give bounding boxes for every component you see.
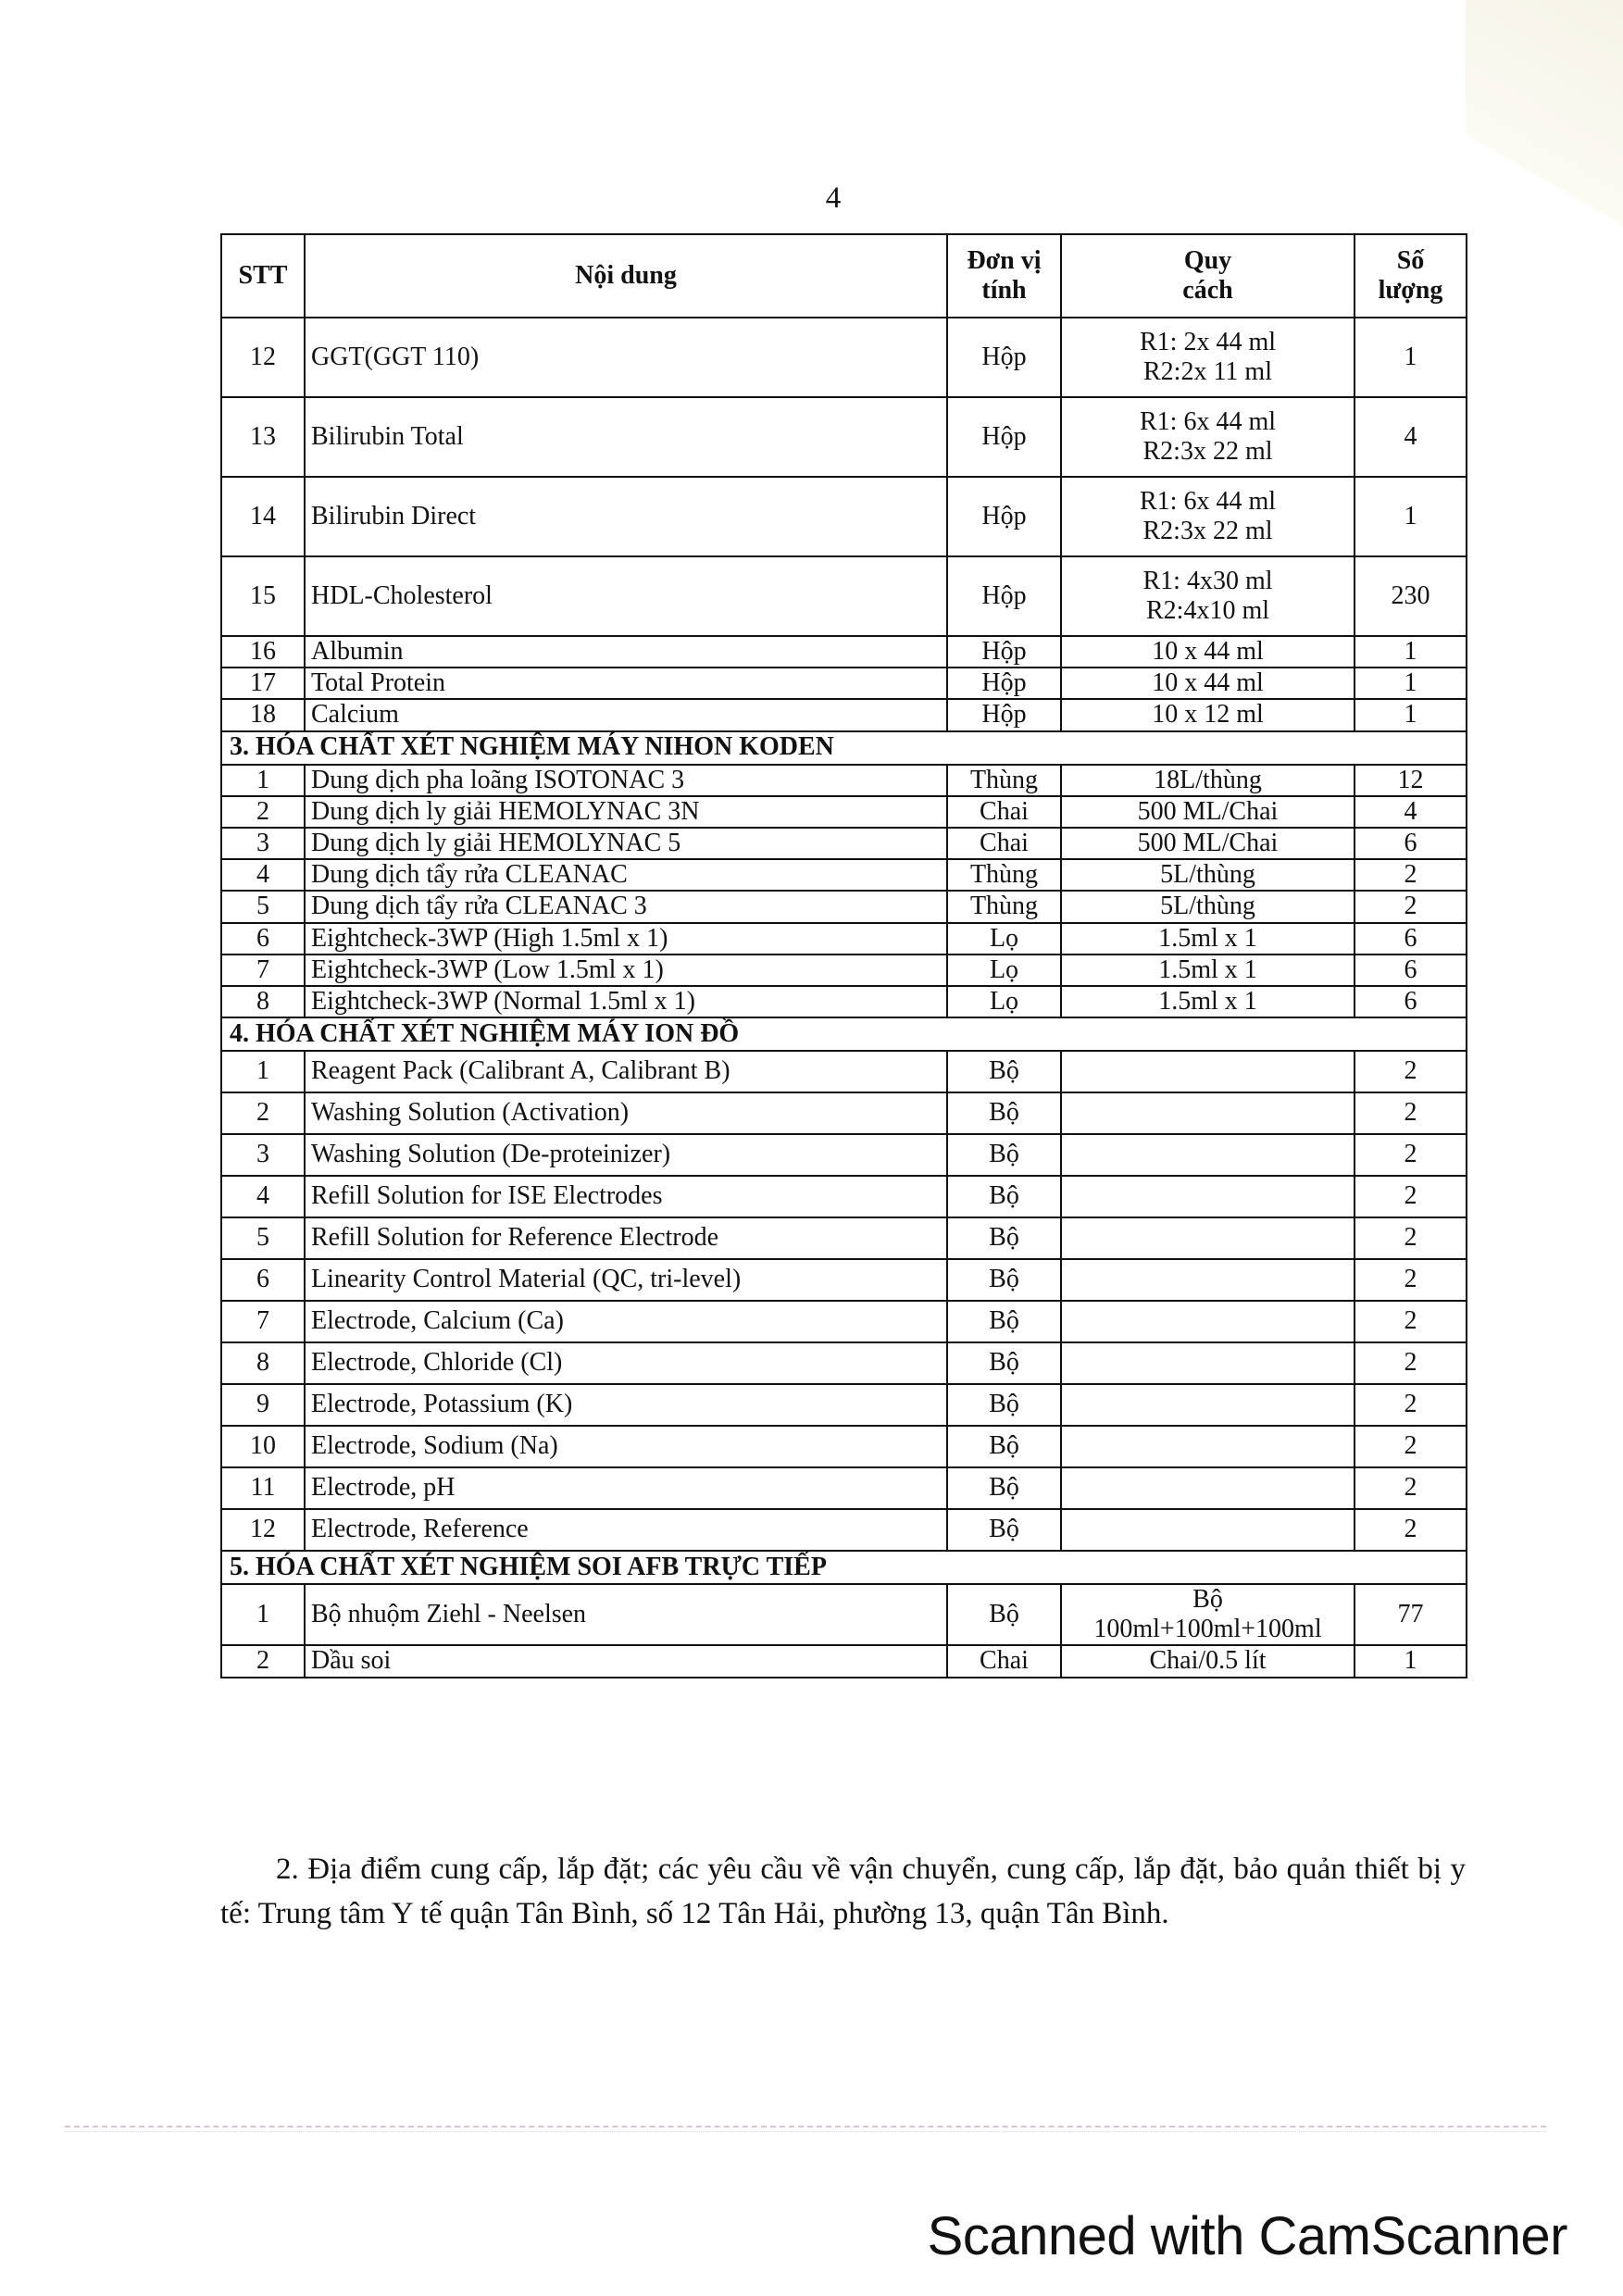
cell-name: Eightcheck-3WP (High 1.5ml x 1) <box>305 923 947 955</box>
page-number: 4 <box>825 181 842 215</box>
table-row <box>221 1259 1467 1301</box>
table-row <box>221 1176 1467 1217</box>
cell-spec: 10 x 44 ml <box>1061 636 1355 668</box>
cell-qty: 1 <box>1355 1645 1467 1677</box>
cell-name: Electrode, Potassium (K) <box>305 1384 947 1426</box>
cell-name: Bộ nhuộm Ziehl - Neelsen <box>305 1584 947 1645</box>
cell-qty: 1 <box>1355 699 1467 730</box>
cell-qty: 77 <box>1355 1584 1467 1645</box>
cell-spec <box>1061 556 1355 636</box>
cell-name: Bilirubin Total <box>305 397 947 477</box>
cell-spec <box>1061 1467 1355 1509</box>
cell-stt: 4 <box>221 859 305 891</box>
spec-r2: R2:3x 22 ml <box>1142 437 1273 466</box>
cell-stt: 15 <box>221 556 305 636</box>
cell-qty: 230 <box>1355 556 1467 636</box>
delivery-location-paragraph <box>220 1847 1466 1936</box>
scan-artifact-line <box>65 2126 1546 2132</box>
cell-name: Dung dịch pha loãng ISOTONAC 3 <box>305 765 947 796</box>
cell-spec: 18L/thùng <box>1061 765 1355 796</box>
cell-spec: 1.5ml x 1 <box>1061 986 1355 1017</box>
cell-spec <box>1061 1301 1355 1342</box>
cell-name: Refill Solution for ISE Electrodes <box>305 1176 947 1217</box>
cell-spec: 1.5ml x 1 <box>1061 955 1355 986</box>
cell-unit: Hộp <box>947 699 1061 730</box>
cell-spec: 10 x 44 ml <box>1061 668 1355 699</box>
cell-stt: 2 <box>221 796 305 828</box>
cell-stt: 3 <box>221 828 305 859</box>
cell-spec <box>1061 1342 1355 1384</box>
cell-unit: Hộp <box>947 556 1061 636</box>
supply-table <box>220 233 1467 1678</box>
cell-name: Calcium <box>305 699 947 730</box>
cell-spec <box>1061 318 1355 397</box>
cell-stt: 18 <box>221 699 305 730</box>
cell-stt: 8 <box>221 1342 305 1384</box>
cell-qty: 1 <box>1355 636 1467 668</box>
cell-name: Electrode, Chloride (Cl) <box>305 1342 947 1384</box>
cell-unit: Hộp <box>947 636 1061 668</box>
section-header-row <box>221 1551 1467 1584</box>
section-header-row <box>221 1017 1467 1051</box>
cell-name: Washing Solution (De-proteinizer) <box>305 1134 947 1176</box>
cell-stt: 1 <box>221 1051 305 1092</box>
cell-spec: 5L/thùng <box>1061 859 1355 891</box>
cell-unit: Lọ <box>947 955 1061 986</box>
table-row <box>221 1384 1467 1426</box>
cell-name: Electrode, Reference <box>305 1509 947 1551</box>
table-row <box>221 1134 1467 1176</box>
cell-name: Electrode, Sodium (Na) <box>305 1426 947 1467</box>
table-row <box>221 636 1467 668</box>
cell-qty: 1 <box>1355 318 1467 397</box>
cell-spec: 1.5ml x 1 <box>1061 923 1355 955</box>
cell-stt: 14 <box>221 477 305 556</box>
spec-r2: R2:4x10 ml <box>1145 596 1269 625</box>
cell-spec <box>1061 1176 1355 1217</box>
cell-qty: 6 <box>1355 923 1467 955</box>
cell-spec <box>1061 1584 1355 1645</box>
cell-stt: 6 <box>221 923 305 955</box>
cell-name: Washing Solution (Activation) <box>305 1092 947 1134</box>
cell-name: Electrode, Calcium (Ca) <box>305 1301 947 1342</box>
cell-unit: Bộ <box>947 1342 1061 1384</box>
cell-qty: 4 <box>1355 397 1467 477</box>
spec-r1: R1: 6x 44 ml <box>1139 406 1276 436</box>
cell-qty: 4 <box>1355 796 1467 828</box>
cell-qty: 2 <box>1355 1217 1467 1259</box>
cell-stt: 12 <box>221 318 305 397</box>
cell-stt: 3 <box>221 1134 305 1176</box>
cell-spec <box>1061 477 1355 556</box>
table-row <box>221 1301 1467 1342</box>
cell-unit: Hộp <box>947 668 1061 699</box>
cell-stt: 5 <box>221 1217 305 1259</box>
cell-stt: 1 <box>221 765 305 796</box>
cell-name: Bilirubin Direct <box>305 477 947 556</box>
cell-qty: 2 <box>1355 1384 1467 1426</box>
table-row <box>221 986 1467 1017</box>
cell-name: Reagent Pack (Calibrant A, Calibrant B) <box>305 1051 947 1092</box>
spec-r1: R1: 2x 44 ml <box>1139 327 1276 356</box>
cell-spec <box>1061 1092 1355 1134</box>
cell-name: Dung dịch tẩy rửa CLEANAC 3 <box>305 891 947 922</box>
cell-qty: 6 <box>1355 828 1467 859</box>
cell-name: GGT(GGT 110) <box>305 318 947 397</box>
table-row <box>221 1342 1467 1384</box>
cell-qty: 2 <box>1355 891 1467 922</box>
table-header-row <box>221 234 1467 318</box>
table-row <box>221 699 1467 730</box>
cell-unit: Bộ <box>947 1092 1061 1134</box>
cell-spec <box>1061 397 1355 477</box>
cell-stt: 10 <box>221 1426 305 1467</box>
cell-unit: Bộ <box>947 1051 1061 1092</box>
section-header-row <box>221 731 1467 765</box>
cell-name: Eightcheck-3WP (Normal 1.5ml x 1) <box>305 986 947 1017</box>
cell-unit: Hộp <box>947 397 1061 477</box>
cell-qty: 2 <box>1355 1259 1467 1301</box>
table-row <box>221 1467 1467 1509</box>
cell-stt: 2 <box>221 1645 305 1677</box>
cell-stt: 12 <box>221 1509 305 1551</box>
cell-stt: 2 <box>221 1092 305 1134</box>
cell-name: Dầu soi <box>305 1645 947 1677</box>
cell-qty: 2 <box>1355 1342 1467 1384</box>
cell-spec <box>1061 1134 1355 1176</box>
table-row <box>221 955 1467 986</box>
cell-qty: 12 <box>1355 765 1467 796</box>
cell-stt: 9 <box>221 1384 305 1426</box>
table-row <box>221 1426 1467 1467</box>
table-row <box>221 318 1467 397</box>
cell-stt: 7 <box>221 955 305 986</box>
section-3-title: 3. HÓA CHẤT XÉT NGHIỆM MÁY NIHON KODEN <box>221 731 1467 765</box>
cell-spec: 500 ML/Chai <box>1061 828 1355 859</box>
cell-spec <box>1061 1426 1355 1467</box>
cell-unit: Chai <box>947 1645 1061 1677</box>
table-row <box>221 1051 1467 1092</box>
cell-qty: 2 <box>1355 1509 1467 1551</box>
cell-qty: 2 <box>1355 1301 1467 1342</box>
cell-stt: 1 <box>221 1584 305 1645</box>
cell-spec: 10 x 12 ml <box>1061 699 1355 730</box>
cell-name: HDL-Cholesterol <box>305 556 947 636</box>
table-row <box>221 923 1467 955</box>
table-row <box>221 796 1467 828</box>
paragraph-text: 2. Địa điểm cung cấp, lắp đặt; các yêu cầu về vận chuyển, cung cấp, lắp đặt, bảo quản thiết bị y tế: Trung tâm Y tế quận Tân Bình, số 12 Tân Hải, phường 13, quận Tân Bình. <box>220 1853 1466 1930</box>
cell-stt: 8 <box>221 986 305 1017</box>
spec-r2: R2:3x 22 ml <box>1142 517 1273 545</box>
cell-unit: Hộp <box>947 477 1061 556</box>
cell-name: Dung dịch ly giải HEMOLYNAC 3N <box>305 796 947 828</box>
cell-qty: 6 <box>1355 955 1467 986</box>
table-row <box>221 477 1467 556</box>
table-row <box>221 1217 1467 1259</box>
cell-qty: 2 <box>1355 1176 1467 1217</box>
table-row <box>221 1092 1467 1134</box>
cell-stt: 13 <box>221 397 305 477</box>
cell-unit: Bộ <box>947 1509 1061 1551</box>
cell-stt: 11 <box>221 1467 305 1509</box>
cell-spec <box>1061 1509 1355 1551</box>
cell-name: Dung dịch ly giải HEMOLYNAC 5 <box>305 828 947 859</box>
cell-unit: Lọ <box>947 923 1061 955</box>
table-row <box>221 891 1467 922</box>
table-row <box>221 1645 1467 1677</box>
cell-qty: 2 <box>1355 1134 1467 1176</box>
scan-corner-shadow <box>1466 0 1623 315</box>
cell-unit: Bộ <box>947 1584 1061 1645</box>
table-row <box>221 828 1467 859</box>
cell-unit: Bộ <box>947 1134 1061 1176</box>
spec-line2: 100ml+100ml+100ml <box>1093 1615 1322 1644</box>
cell-qty: 1 <box>1355 668 1467 699</box>
header-unit <box>947 234 1061 318</box>
cell-unit: Thùng <box>947 891 1061 922</box>
header-spec <box>1061 234 1355 318</box>
cell-qty: 2 <box>1355 859 1467 891</box>
cell-unit: Chai <box>947 828 1061 859</box>
cell-spec <box>1061 1217 1355 1259</box>
cell-qty: 6 <box>1355 986 1467 1017</box>
table-row <box>221 556 1467 636</box>
cell-spec <box>1061 1051 1355 1092</box>
section-5-title: 5. HÓA CHẤT XÉT NGHIỆM SOI AFB TRỰC TIẾP <box>221 1551 1467 1584</box>
table-row <box>221 1584 1467 1645</box>
cell-stt: 16 <box>221 636 305 668</box>
cell-name: Eightcheck-3WP (Low 1.5ml x 1) <box>305 955 947 986</box>
cell-qty: 2 <box>1355 1426 1467 1467</box>
header-unit-line2: tính <box>981 276 1027 305</box>
section-4-title: 4. HÓA CHẤT XÉT NGHIỆM MÁY ION ĐỒ <box>221 1017 1467 1051</box>
cell-unit: Bộ <box>947 1259 1061 1301</box>
cell-qty: 2 <box>1355 1467 1467 1509</box>
cell-qty: 1 <box>1355 477 1467 556</box>
cell-unit: Thùng <box>947 859 1061 891</box>
cell-qty: 2 <box>1355 1051 1467 1092</box>
table-row <box>221 859 1467 891</box>
cell-unit: Bộ <box>947 1426 1061 1467</box>
cell-unit: Chai <box>947 796 1061 828</box>
cell-unit: Bộ <box>947 1176 1061 1217</box>
cell-name: Dung dịch tẩy rửa CLEANAC <box>305 859 947 891</box>
cell-stt: 5 <box>221 891 305 922</box>
table-row <box>221 397 1467 477</box>
cell-stt: 17 <box>221 668 305 699</box>
cell-name: Refill Solution for Reference Electrode <box>305 1217 947 1259</box>
cell-unit: Bộ <box>947 1467 1061 1509</box>
cell-spec: 5L/thùng <box>1061 891 1355 922</box>
cell-unit: Bộ <box>947 1217 1061 1259</box>
cell-spec <box>1061 1259 1355 1301</box>
header-qty <box>1355 234 1467 318</box>
cell-stt: 4 <box>221 1176 305 1217</box>
cell-unit: Bộ <box>947 1384 1061 1426</box>
table-row <box>221 1509 1467 1551</box>
cell-stt: 6 <box>221 1259 305 1301</box>
cell-unit: Thùng <box>947 765 1061 796</box>
spec-line1: Bộ <box>1192 1585 1223 1615</box>
spec-r1: R1: 6x 44 ml <box>1139 486 1276 516</box>
cell-spec: Chai/0.5 lít <box>1061 1645 1355 1677</box>
table-row <box>221 668 1467 699</box>
cell-name: Albumin <box>305 636 947 668</box>
cell-unit: Lọ <box>947 986 1061 1017</box>
cell-unit: Bộ <box>947 1301 1061 1342</box>
header-name: Nội dung <box>305 234 947 318</box>
header-spec-line2: cách <box>1182 276 1233 305</box>
header-unit-line1: Đơn vị <box>967 245 1042 275</box>
camscanner-watermark: Scanned with CamScanner <box>927 2206 1567 2266</box>
cell-spec: 500 ML/Chai <box>1061 796 1355 828</box>
table-row <box>221 765 1467 796</box>
cell-qty: 2 <box>1355 1092 1467 1134</box>
header-stt: STT <box>221 234 305 318</box>
spec-r1: R1: 4x30 ml <box>1142 566 1273 595</box>
cell-name: Electrode, pH <box>305 1467 947 1509</box>
cell-spec <box>1061 1384 1355 1426</box>
header-qty-line2: lượng <box>1378 276 1443 305</box>
header-spec-line1: Quy <box>1183 245 1232 275</box>
cell-name: Linearity Control Material (QC, tri-level) <box>305 1259 947 1301</box>
cell-unit: Hộp <box>947 318 1061 397</box>
cell-stt: 7 <box>221 1301 305 1342</box>
cell-name: Total Protein <box>305 668 947 699</box>
spec-r2: R2:2x 11 ml <box>1143 357 1272 386</box>
header-qty-line1: Số <box>1396 245 1425 275</box>
